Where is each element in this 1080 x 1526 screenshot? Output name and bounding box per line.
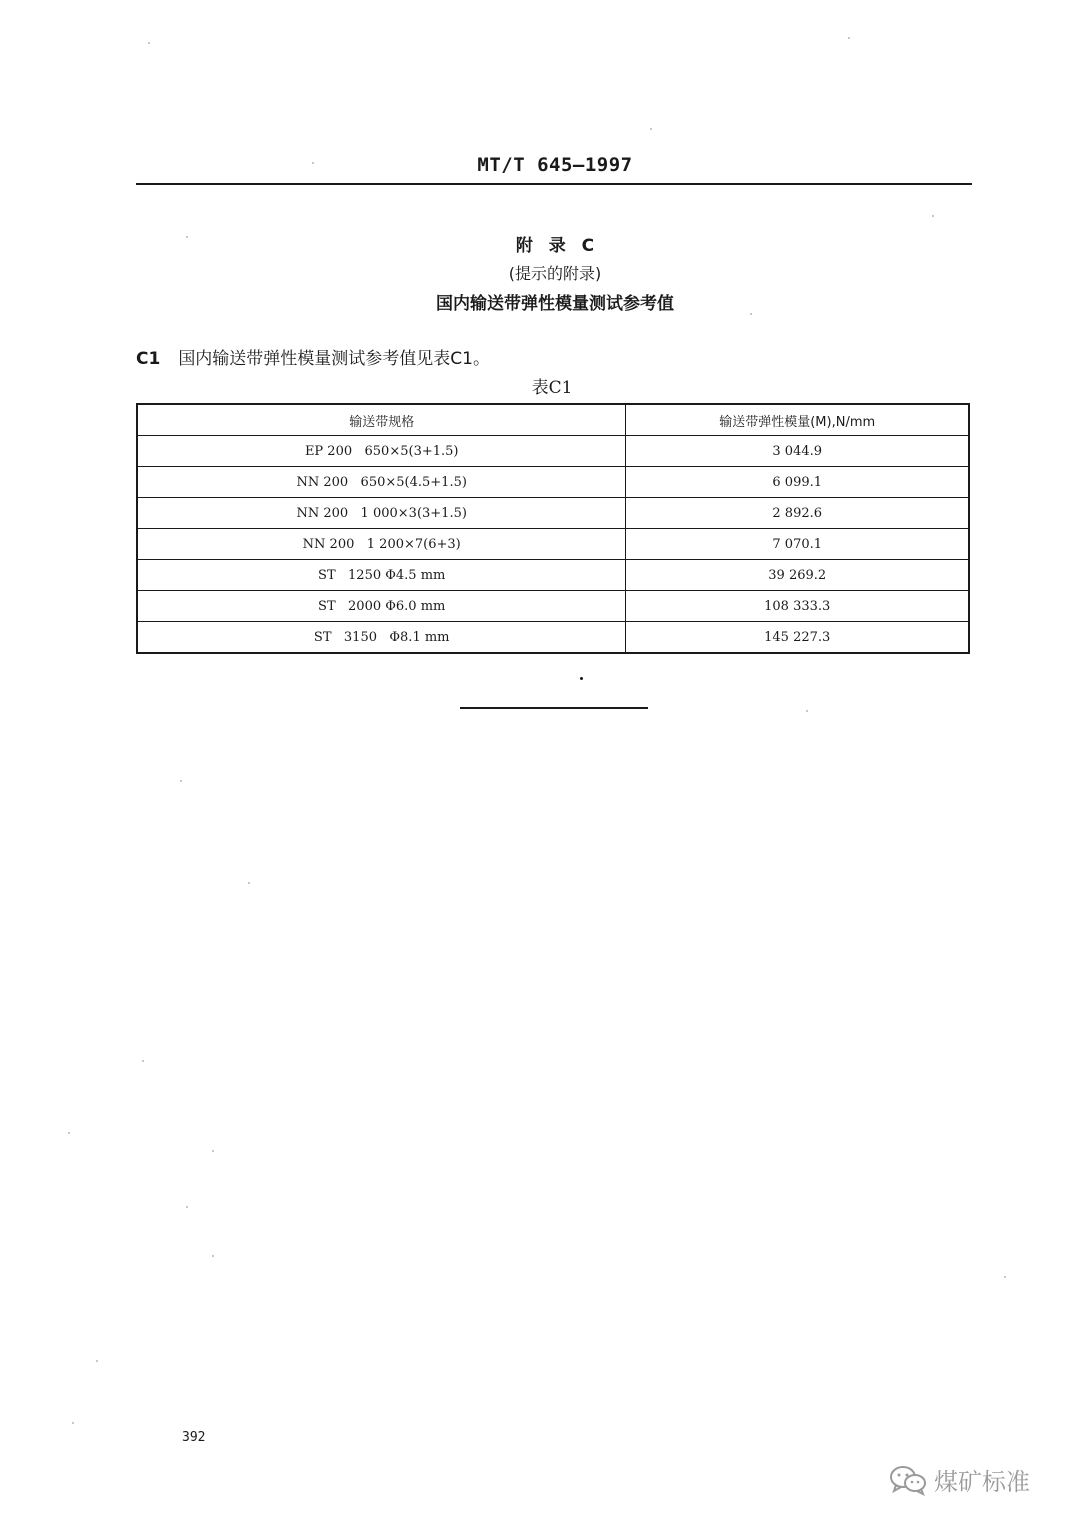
modulus-cell: 3 044.9 — [626, 436, 969, 467]
watermark — [888, 1462, 1030, 1497]
spec-cell: EP 200 650×5(3+1.5) — [137, 436, 626, 467]
scan-speck — [312, 162, 314, 164]
scan-speck — [750, 313, 752, 315]
reference-table — [136, 403, 970, 654]
scan-speck — [650, 128, 652, 130]
table-header-row — [137, 404, 969, 436]
modulus-cell: 145 227.3 — [626, 622, 969, 654]
end-rule — [460, 707, 648, 709]
table-row — [137, 622, 969, 654]
clause-c1 — [136, 344, 490, 369]
modulus-cell: 6 099.1 — [626, 467, 969, 498]
scan-speck — [806, 710, 808, 712]
scan-speck — [212, 1150, 214, 1152]
spec-cell: NN 200 1 200×7(6+3) — [137, 529, 626, 560]
page-number: 392 — [182, 1430, 206, 1445]
modulus-cell: 7 070.1 — [626, 529, 969, 560]
table-row — [137, 529, 969, 560]
clause-text: 国内输送带弹性模量测试参考值见表C1。 — [178, 349, 490, 369]
wechat-icon — [888, 1464, 928, 1496]
scan-speck — [1004, 1276, 1006, 1278]
spec-cell: NN 200 650×5(4.5+1.5) — [137, 467, 626, 498]
appendix-subtitle: (提示的附录) — [508, 264, 602, 283]
table-row — [137, 467, 969, 498]
scan-dot — [580, 677, 583, 680]
table-row — [137, 436, 969, 467]
scan-speck — [186, 236, 188, 238]
scan-speck — [932, 215, 934, 217]
table-row — [137, 498, 969, 529]
spec-cell: ST 1250 Φ4.5 mm — [137, 560, 626, 591]
spec-cell: ST 3150 Φ8.1 mm — [137, 622, 626, 654]
watermark-text: 煤矿标准 — [934, 1468, 1030, 1496]
modulus-cell: 108 333.3 — [626, 591, 969, 622]
table-caption: 表C1 — [531, 378, 573, 398]
clause-number: C1 — [136, 349, 161, 369]
scan-speck — [142, 1060, 144, 1062]
appendix-heading: 国内输送带弹性模量测试参考值 — [436, 294, 674, 314]
scan-speck — [212, 1255, 214, 1257]
appendix-title: 附 录 C — [515, 236, 595, 256]
scan-speck — [248, 882, 250, 884]
column-header-modulus: 输送带弹性模量(M),N/mm — [626, 404, 969, 436]
scan-speck — [848, 37, 850, 39]
spec-cell: NN 200 1 000×3(3+1.5) — [137, 498, 626, 529]
table-row — [137, 560, 969, 591]
scan-speck — [186, 1206, 188, 1208]
column-header-spec: 输送带规格 — [137, 404, 626, 436]
modulus-cell: 39 269.2 — [626, 560, 969, 591]
standard-code: MT/T 645—1997 — [477, 154, 633, 176]
modulus-cell: 2 892.6 — [626, 498, 969, 529]
scan-speck — [72, 1422, 74, 1424]
scan-speck — [68, 1132, 70, 1134]
scan-speck — [148, 42, 150, 44]
scan-speck — [180, 780, 182, 782]
table-row — [137, 591, 969, 622]
header-rule — [136, 183, 972, 185]
scan-speck — [96, 1360, 98, 1362]
spec-cell: ST 2000 Φ6.0 mm — [137, 591, 626, 622]
